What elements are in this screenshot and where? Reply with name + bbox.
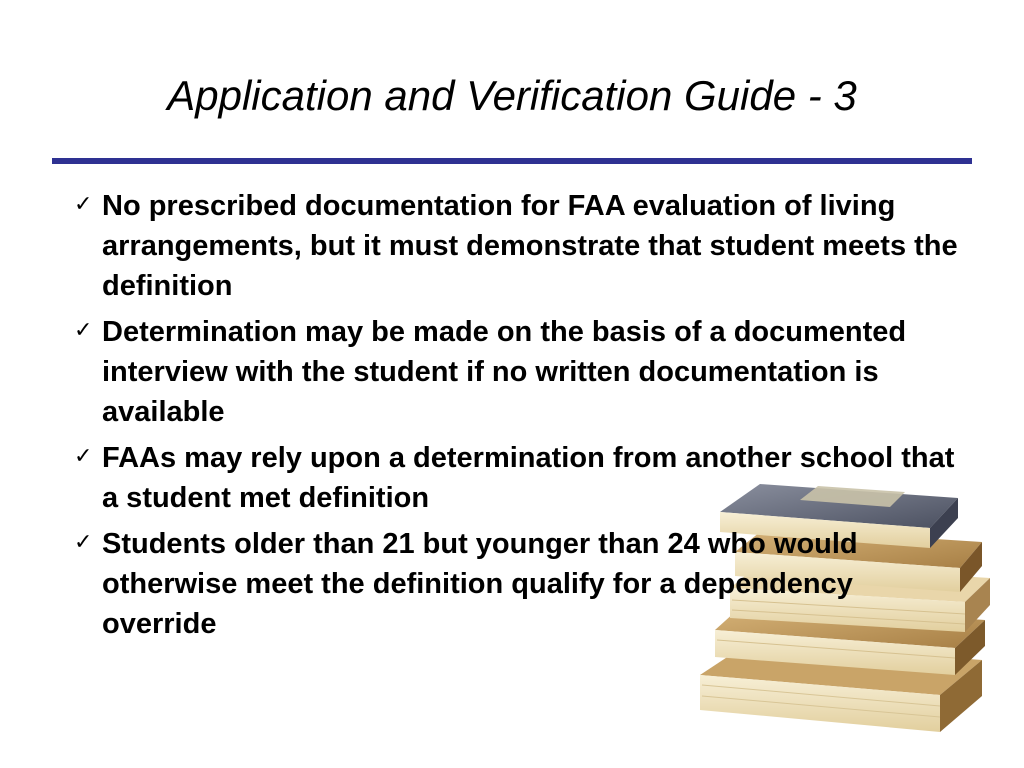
bullet-text: No prescribed documentation for FAA evaluation of living arrangements, but it must demonstrate that student meets the definition bbox=[102, 190, 958, 302]
list-item bbox=[74, 438, 974, 518]
bullet-text: FAAs may rely upon a determination from another school that a student met definition bbox=[102, 442, 955, 514]
bullet-list bbox=[74, 186, 974, 650]
checkmark-icon: ✓ bbox=[74, 444, 93, 469]
list-item bbox=[74, 524, 974, 644]
title-divider bbox=[52, 158, 972, 164]
bullet-text: Determination may be made on the basis of a documented interview with the student if no written documentation is available bbox=[102, 316, 907, 428]
bullet-text: Students older than 21 but younger than 24 who would otherwise meet the definition qualify for a dependency override bbox=[102, 528, 858, 640]
slide-title: Application and Verification Guide - 3 bbox=[167, 72, 857, 119]
checkmark-icon: ✓ bbox=[74, 530, 93, 555]
checkmark-icon: ✓ bbox=[74, 318, 93, 343]
list-item bbox=[74, 312, 974, 432]
checkmark-icon: ✓ bbox=[74, 192, 93, 217]
list-item bbox=[74, 186, 974, 306]
